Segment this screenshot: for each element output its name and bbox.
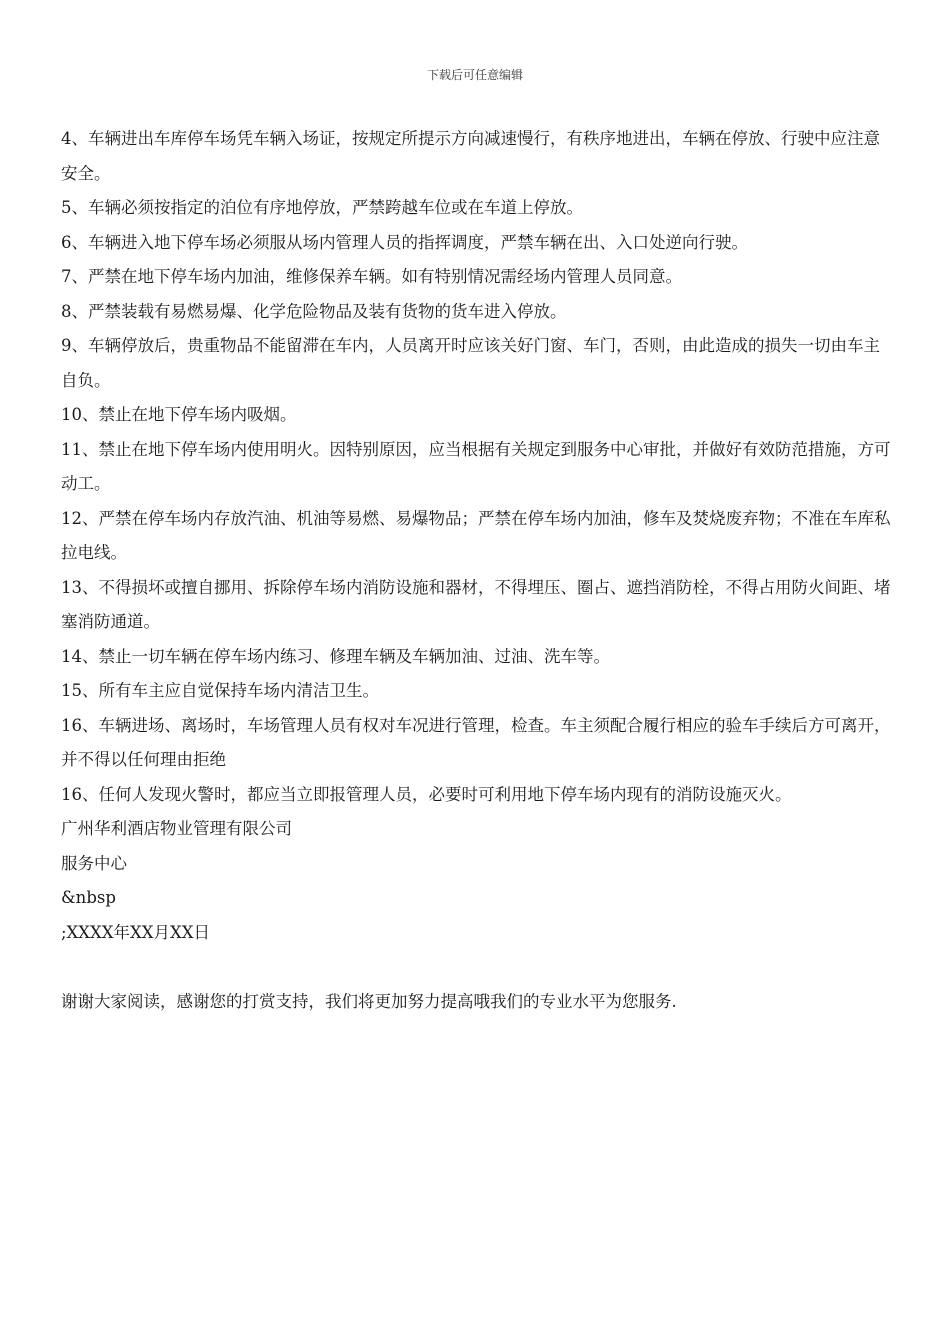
rule-paragraph-15: 15、所有车主应自觉保持车场内清洁卫生。 [61,681,379,700]
rule-paragraph-7: 7、严禁在地下停车场内加油，维修保养车辆。如有特别情况需经场内管理人员同意。 [61,267,682,286]
signature-date: ;XXXX年XX月XX日 [61,922,211,942]
rule-paragraph-16a: 16、车辆进场、离场时，车场管理人员有权对车况进行管理，检查。车主须配合履行相应的验车手续后方可离开，并不得以任何理由拒绝 [61,715,891,769]
spacer [61,950,893,985]
rule-paragraph-4: 4、车辆进出车库停车场凭车辆入场证，按规定所提示方向减速慢行，有秩序地进出，车辆在停放、行驶中应注意安全。 [61,129,880,183]
closing-note: 谢谢大家阅读，感谢您的打赏支持，我们将更加努力提高哦我们的专业水平为您服务. [61,991,677,1011]
document-body [61,122,893,1019]
rule-paragraph-13: 13、不得损坏或擅自挪用、拆除停车场内消防设施和器材，不得埋压、圈占、遮挡消防栓，不得占用防火间距、堵塞消防通道。 [61,577,891,631]
rule-paragraph-12: 12、严禁在停车场内存放汽油、机油等易燃、易爆物品；严禁在停车场内加油，修车及焚烧废弃物；不准在车库私拉电线。 [61,508,891,562]
page-header-note: 下载后可任意编辑 [426,68,523,82]
rule-paragraph-8: 8、严禁装载有易燃易爆、化学危险物品及装有货物的货车进入停放。 [61,301,567,321]
rule-paragraph-9: 9、车辆停放后，贵重物品不能留滞在车内，人员离开时应该关好门窗、车门，否则，由此造成的损失一切由车主自负。 [61,336,880,390]
rule-paragraph-11: 11、禁止在地下停车场内使用明火。因特别原因，应当根据有关规定到服务中心审批，并做好有效防范措施，方可动工。 [61,439,891,493]
rule-paragraph-16b: 16、任何人发现火警时，都应当立即报管理人员，必要时可利用地下停车场内现有的消防设施灭火。 [61,784,792,804]
rule-paragraph-14: 14、禁止一切车辆在停车场内练习、修理车辆及车辆加油、过油、洗车等。 [61,646,610,666]
signature-department: 服务中心 [61,853,127,873]
signature-entity: &nbsp [61,888,116,907]
rule-paragraph-5: 5、车辆必须按指定的泊位有序地停放，严禁跨越车位或在车道上停放。 [61,198,583,217]
rule-paragraph-10: 10、禁止在地下停车场内吸烟。 [61,405,297,424]
rule-paragraph-6: 6、车辆进入地下停车场必须服从场内管理人员的指挥调度，严禁车辆在出、入口处逆向行驶。 [61,232,748,252]
signature-company: 广州华利酒店物业管理有限公司 [61,819,292,838]
